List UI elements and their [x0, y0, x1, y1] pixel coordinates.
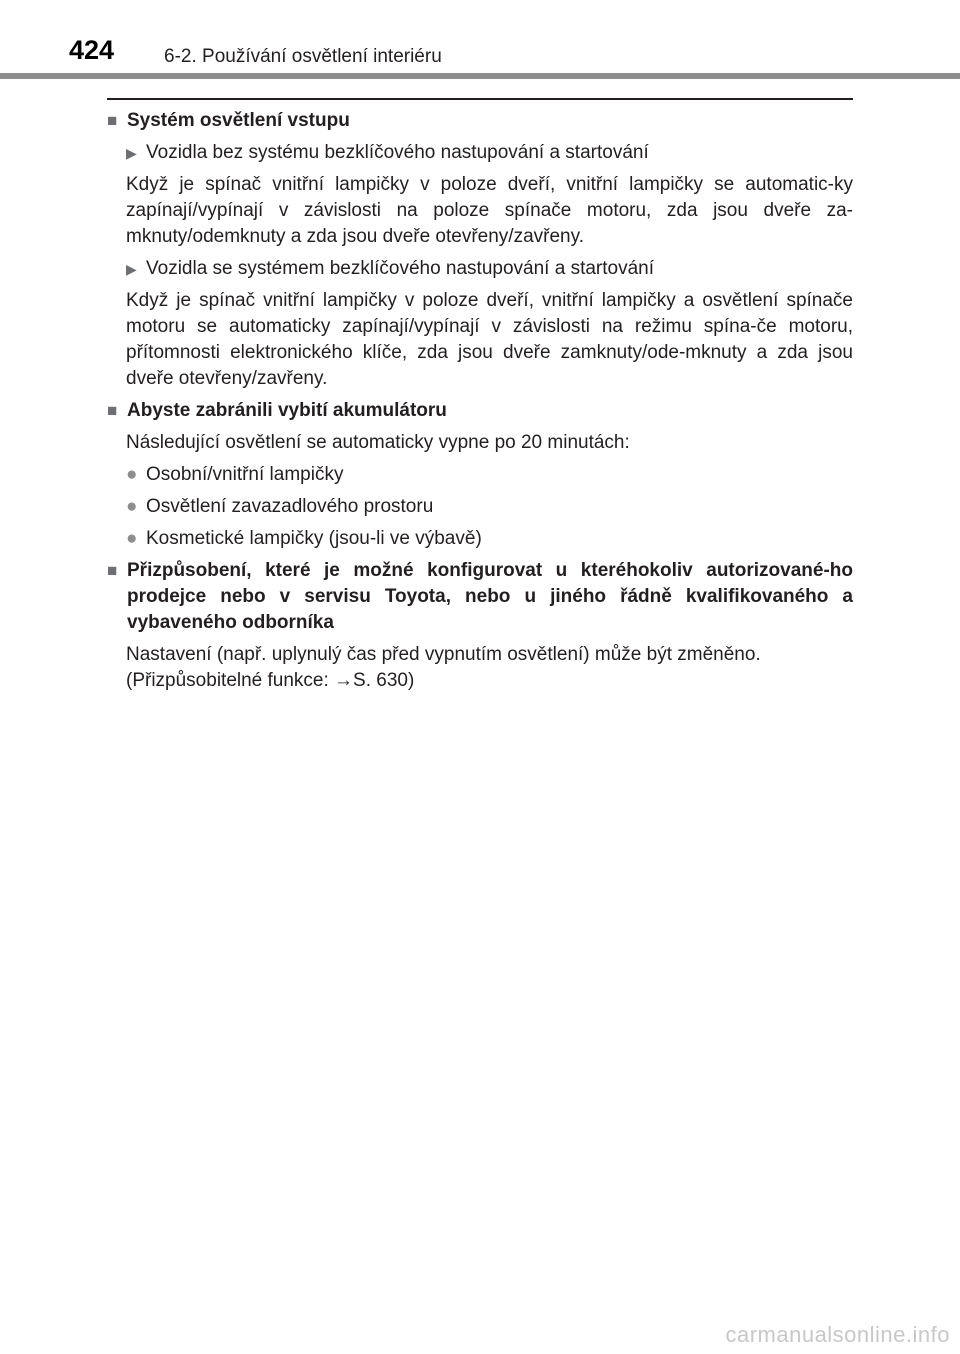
list-item: [126, 526, 853, 552]
list-item-text: Osobní/vnitřní lampičky: [146, 464, 344, 485]
paragraph: Následující osvětlení se automaticky vypne po 20 minutách:: [126, 432, 630, 453]
square-bullet-icon: ■: [107, 111, 118, 130]
page-content: [107, 108, 853, 700]
triangle-right-icon: ▶: [126, 261, 137, 277]
list-item-text: Osvětlení zavazadlového prostoru: [146, 496, 434, 517]
section-heading: [107, 558, 853, 636]
section-heading: [107, 398, 853, 424]
cross-reference: (Přizpůsobitelné funkce: →S. 630): [126, 670, 415, 691]
circle-bullet-icon: ●: [126, 528, 138, 549]
list-item: [126, 462, 853, 488]
paragraph: Když je spínač vnitřní lampičky v poloze dveří, vnitřní lampičky a osvětlení spínače motoru se automaticky zapínají/vypínají v závislosti na režimu spína-če motoru, přítomnosti elektronického klíče, zda jsou dveře zamknuty/ode-mknuty a zda jsou dveře otevřeny/zavřeny.: [126, 290, 853, 389]
subheading: [126, 256, 853, 282]
page-number: 424: [69, 35, 115, 65]
watermark: carmanualsonline.info: [725, 1322, 950, 1347]
square-bullet-icon: ■: [107, 401, 118, 420]
circle-bullet-icon: ●: [126, 464, 138, 485]
section-heading: [107, 108, 853, 134]
paragraph: Když je spínač vnitřní lampičky v poloze dveří, vnitřní lampičky se automatic-ky zapínají/vypínají v závislosti na poloze spínače motoru, zda jsou dveře za-mknuty/odemknuty a zda jsou dveře otevřeny/zavřeny.: [126, 174, 853, 247]
section-heading-text: Abyste zabránili vybití akumulátoru: [127, 400, 447, 421]
list-item-text: Kosmetické lampičky (jsou-li ve výbavě): [146, 528, 482, 549]
list-item: [126, 494, 853, 520]
section-heading-text: Systém osvětlení vstupu: [127, 110, 350, 131]
subheading-text: Vozidla se systémem bezklíčového nastupování a startování: [146, 258, 654, 279]
paragraph: Nastavení (např. uplynulý čas před vypnutím osvětlení) může být změněno.: [126, 644, 761, 665]
section-heading-text: Přizpůsobení, které je možné konfigurovat u kteréhokoliv autorizované-ho prodejce nebo v servisu Toyota, nebo u jiného řádně kvalifikovaného a vybaveného odborníka: [127, 560, 853, 633]
header-bar: [0, 73, 960, 79]
subheading: [126, 140, 853, 166]
chapter-title: 6-2. Používání osvětlení interiéru: [164, 46, 442, 67]
circle-bullet-icon: ●: [126, 496, 138, 517]
triangle-right-icon: ▶: [126, 145, 137, 161]
square-bullet-icon: ■: [107, 561, 118, 580]
subheading-text: Vozidla bez systému bezklíčového nastupování a startování: [146, 142, 649, 163]
section-rule: [107, 98, 853, 100]
